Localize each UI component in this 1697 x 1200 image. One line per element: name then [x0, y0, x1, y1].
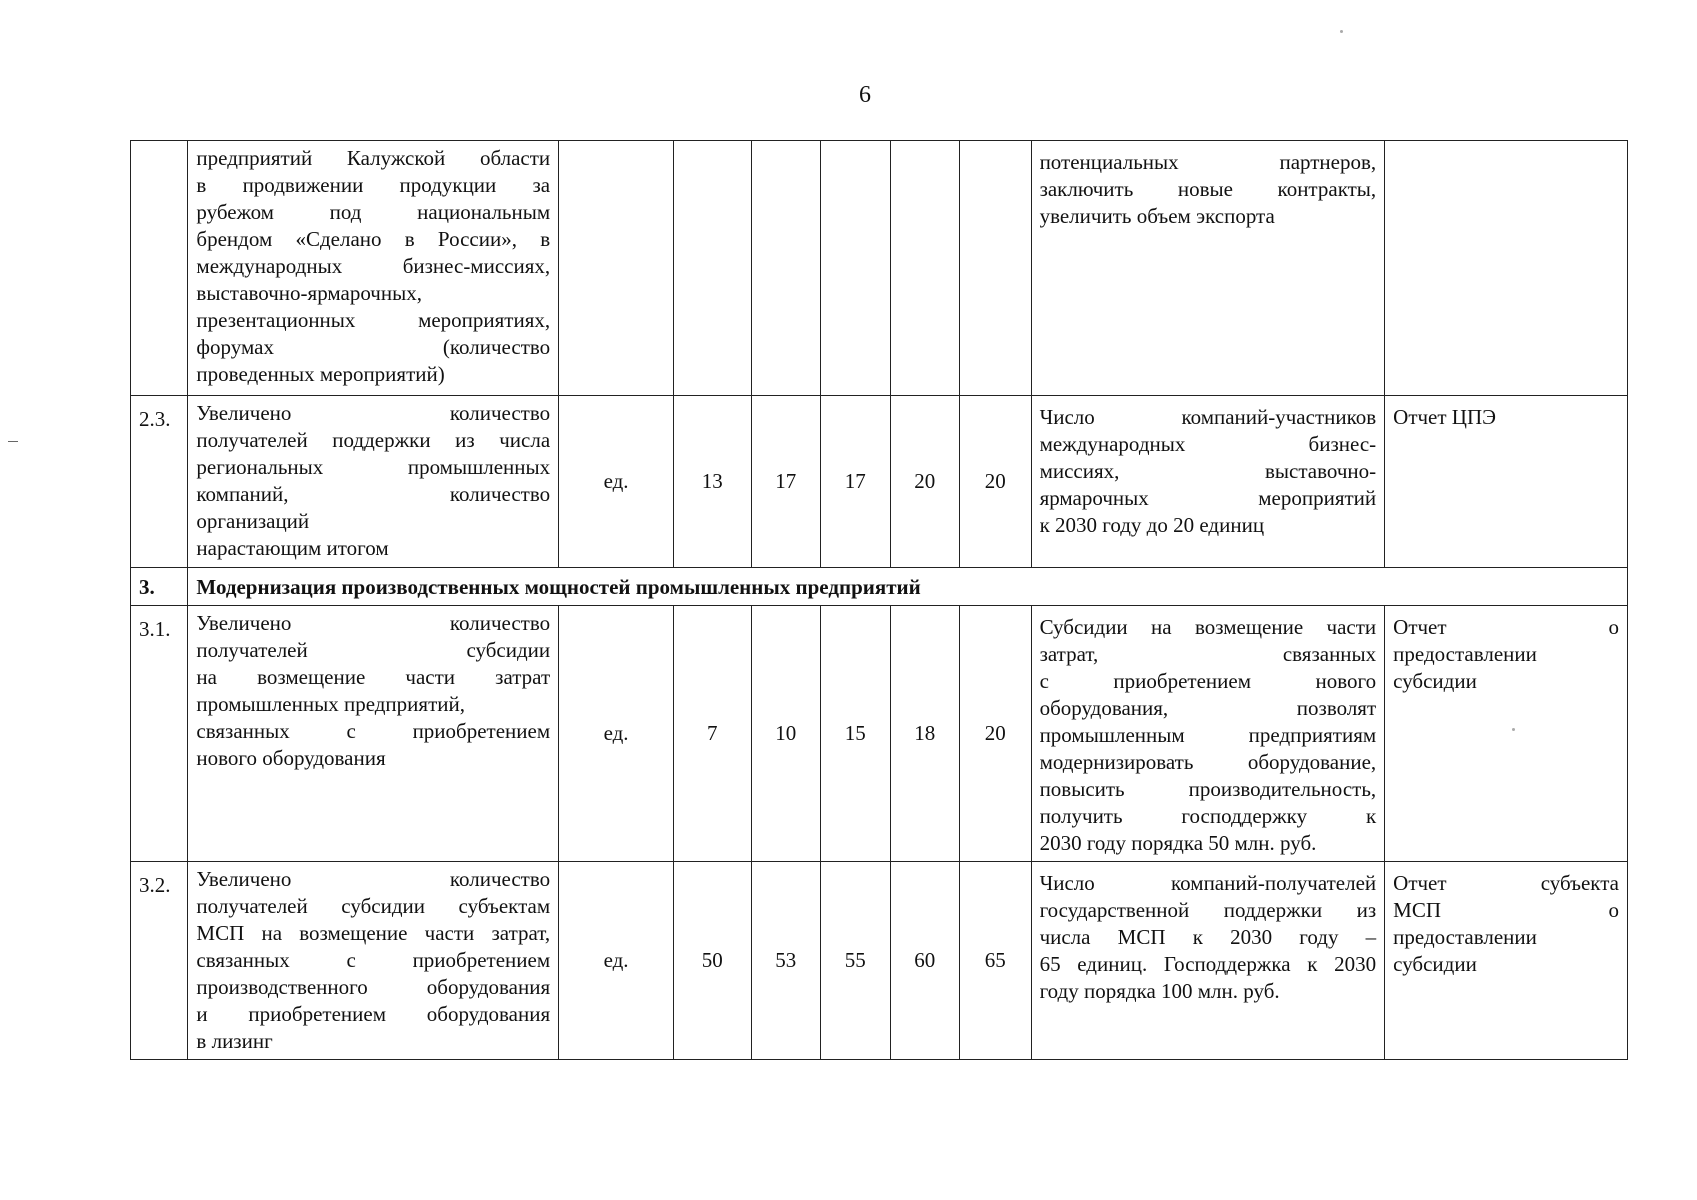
result-line: Число компаний-получателей: [1039, 871, 1377, 895]
desc-line: и приобретением оборудования: [196, 1002, 551, 1026]
unit-cell: [559, 141, 674, 396]
result-line: заключить новые контракты,: [1039, 177, 1377, 201]
result-line: 2030 году порядка 50 млн. руб.: [1039, 831, 1317, 855]
value-cell-v2: [751, 141, 821, 396]
desc-line: компаний, количество: [196, 482, 551, 506]
indicator-description: [188, 606, 559, 862]
result-line: международных бизнес-: [1039, 432, 1377, 456]
source-line: Отчет о: [1393, 615, 1619, 639]
desc-line: на возмещение части затрат: [196, 665, 551, 689]
desc-line: связанных с приобретением: [196, 719, 551, 743]
value-cell-v2: 53: [751, 862, 821, 1060]
row-index: 3.1.: [131, 606, 188, 862]
value-cell-v1: 13: [673, 396, 751, 568]
desc-line: нового оборудования: [196, 746, 386, 770]
expected-result: [1031, 396, 1385, 568]
source-line: субсидии: [1393, 952, 1477, 976]
desc-line: Увеличено количество: [196, 867, 551, 891]
value-cell-v3: [821, 141, 891, 396]
indicator-description: [188, 396, 559, 568]
result-line: модернизировать оборудование,: [1039, 750, 1377, 774]
desc-line: в лизинг: [196, 1029, 273, 1053]
result-line: затрат, связанных: [1039, 642, 1377, 666]
value-cell-v1: [673, 141, 751, 396]
desc-line: выставочно-ярмарочных,: [196, 281, 422, 305]
result-line: 65 единиц. Господдержка к 2030: [1039, 952, 1377, 976]
source-line: МСП о: [1393, 898, 1619, 922]
value-cell-v5: 20: [960, 396, 1032, 568]
value-cell-v2: 17: [751, 396, 821, 568]
report-source: [1385, 396, 1628, 568]
value-cell-v1: 7: [673, 606, 751, 862]
unit-cell: ед.: [559, 606, 674, 862]
value-cell-v5: [960, 141, 1032, 396]
result-line: числа МСП к 2030 году –: [1039, 925, 1377, 949]
desc-line: презентационных мероприятиях,: [196, 308, 551, 332]
desc-line: рубежом под национальным: [196, 200, 551, 224]
desc-line: МСП на возмещение части затрат,: [196, 921, 551, 945]
value-cell-v5: 65: [960, 862, 1032, 1060]
table-row: [131, 862, 1628, 1060]
result-line: миссиях, выставочно-: [1039, 459, 1377, 483]
desc-line: брендом «Сделано в России», в: [196, 227, 551, 251]
source-line: предоставлении: [1393, 925, 1537, 949]
result-line: году порядка 100 млн. руб.: [1039, 979, 1280, 1003]
section-title: Модернизация производственных мощностей промышленных предприятий: [188, 568, 1628, 606]
desc-line: в продвижении продукции за: [196, 173, 551, 197]
page-number: 6: [859, 82, 871, 108]
result-line: государственной поддержки из: [1039, 898, 1377, 922]
desc-line: промышленных предприятий,: [196, 692, 465, 716]
value-cell-v1: 50: [673, 862, 751, 1060]
indicator-description: [188, 862, 559, 1060]
value-cell-v4: 18: [890, 606, 960, 862]
indicators-table: [130, 140, 1628, 1060]
row-index: 2.3.: [131, 396, 188, 568]
desc-line: производственного оборудования: [196, 975, 551, 999]
desc-line: нарастающим итогом: [196, 536, 389, 560]
expected-result: [1031, 141, 1385, 396]
desc-line: связанных с приобретением: [196, 948, 551, 972]
source-line: Отчет ЦПЭ: [1393, 405, 1497, 429]
value-cell-v2: 10: [751, 606, 821, 862]
desc-line: международных бизнес-миссиях,: [196, 254, 551, 278]
unit-cell: ед.: [559, 396, 674, 568]
desc-line: получателей субсидии субъектам: [196, 894, 551, 918]
section-index: 3.: [131, 568, 188, 606]
table-row: [131, 396, 1628, 568]
result-line: оборудования, позволят: [1039, 696, 1377, 720]
row-index: [131, 141, 188, 396]
result-line: повысить производительность,: [1039, 777, 1377, 801]
indicator-description: [188, 141, 559, 396]
desc-line: региональных промышленных: [196, 455, 551, 479]
table-body: [131, 141, 1628, 1060]
result-line: Число компаний-участников: [1039, 405, 1377, 429]
value-cell-v4: [890, 141, 960, 396]
table-row: [131, 568, 1628, 606]
report-source: [1385, 862, 1628, 1060]
desc-line: Увеличено количество: [196, 401, 551, 425]
source-line: предоставлении: [1393, 642, 1537, 666]
report-source: [1385, 141, 1628, 396]
value-cell-v3: 55: [821, 862, 891, 1060]
source-line: субсидии: [1393, 669, 1477, 693]
value-cell-v4: 60: [890, 862, 960, 1060]
expected-result: [1031, 862, 1385, 1060]
table-row: [131, 606, 1628, 862]
scan-mark: [8, 441, 18, 442]
result-line: потенциальных партнеров,: [1039, 150, 1377, 174]
desc-line: получателей поддержки из числа: [196, 428, 551, 452]
unit-cell: ед.: [559, 862, 674, 1060]
report-source: [1385, 606, 1628, 862]
desc-line: форумах (количество: [196, 335, 551, 359]
value-cell-v3: 15: [821, 606, 891, 862]
table-row: [131, 141, 1628, 396]
row-index: 3.2.: [131, 862, 188, 1060]
expected-result: [1031, 606, 1385, 862]
value-cell-v5: 20: [960, 606, 1032, 862]
result-line: с приобретением нового: [1039, 669, 1377, 693]
value-cell-v4: 20: [890, 396, 960, 568]
desc-line: предприятий Калужской области: [196, 146, 551, 170]
result-line: увеличить объем экспорта: [1039, 204, 1275, 228]
desc-line: проведенных мероприятий): [196, 362, 445, 386]
result-line: Субсидии на возмещение части: [1039, 615, 1377, 639]
value-cell-v3: 17: [821, 396, 891, 568]
result-line: промышленным предприятиям: [1039, 723, 1377, 747]
source-line: Отчет субъекта: [1393, 871, 1619, 895]
result-line: ярмарочных мероприятий: [1039, 486, 1377, 510]
desc-line: организаций: [196, 509, 310, 533]
desc-line: получателей субсидии: [196, 638, 551, 662]
result-line: получить господдержку к: [1039, 804, 1377, 828]
scan-dot: [1340, 30, 1343, 33]
result-line: к 2030 году до 20 единиц: [1039, 513, 1265, 537]
desc-line: Увеличено количество: [196, 611, 551, 635]
